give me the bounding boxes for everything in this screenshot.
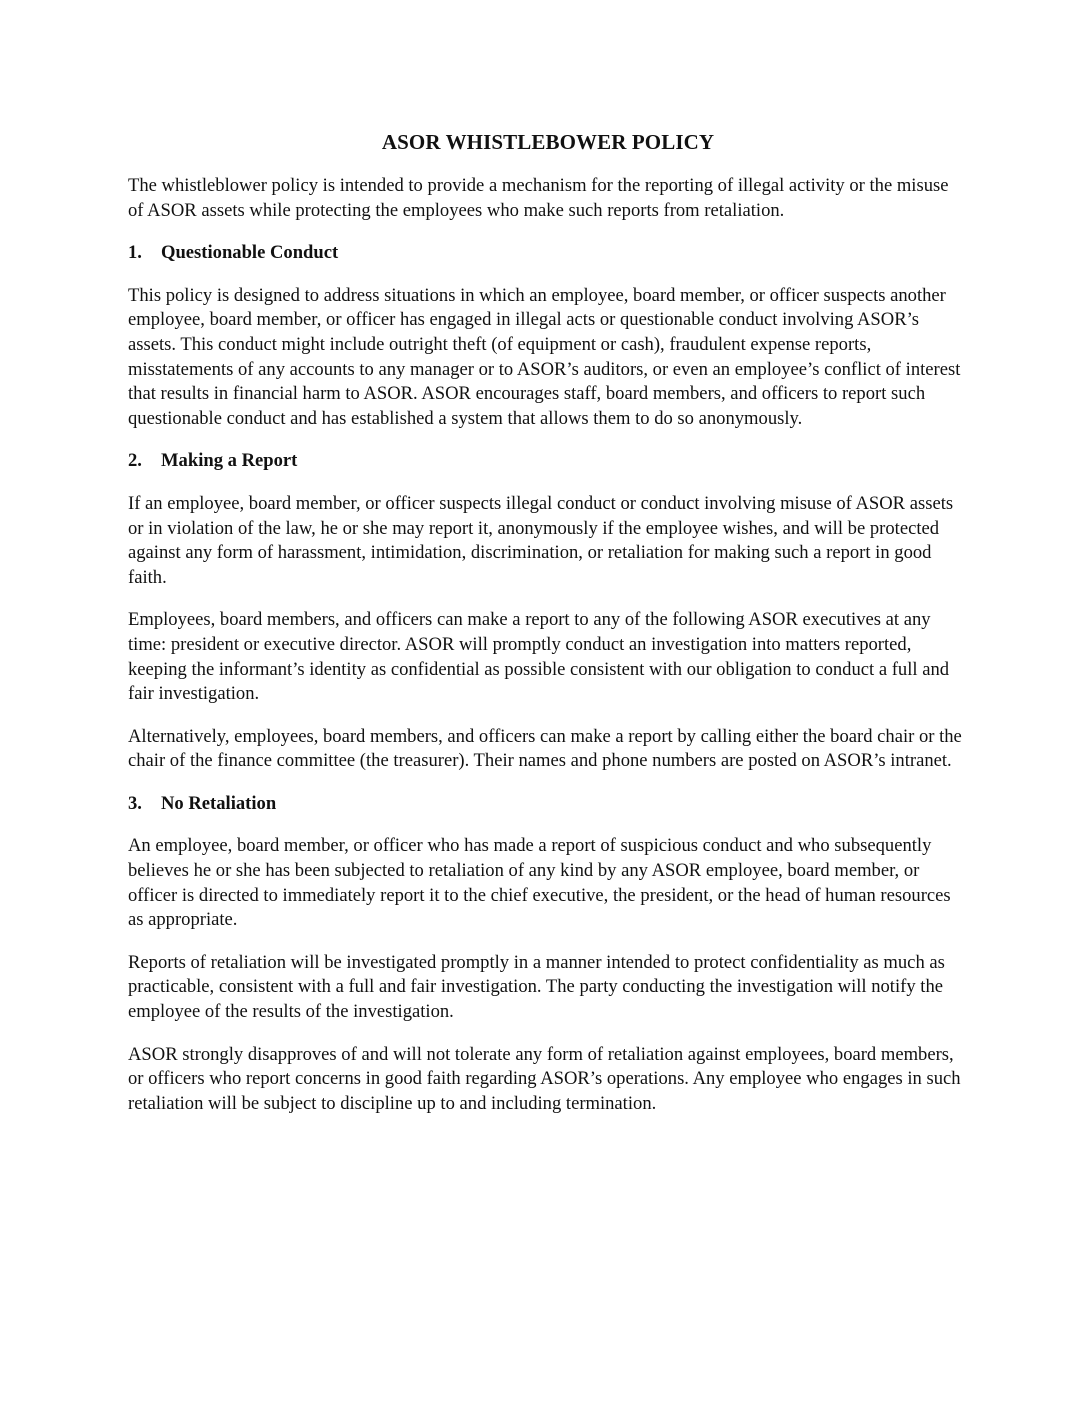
section-title: No Retaliation (161, 792, 277, 814)
paragraph: This policy is designed to address situations in which an employee, board member, or officer suspects another employee, board member, or officer has engaged in illegal acts or questionable conduct involving ASOR’s assets. This conduct might include outright theft (of equipment or cash), fraudulent expense reports, misstatements of any accounts to any manager or to ASOR’s auditors, or even an employee’s conflict of interest that results in financial harm to ASOR. ASOR encourages staff, board members, and officers to report such questionable conduct and has established a system that allows them to do so anonymously. (128, 284, 961, 429)
paragraph: Employees, board members, and officers can make a report to any of the following ASOR executives at any time: president or executive director. ASOR will promptly conduct an investigation into matters reported, keeping the informant’s identity as confidential as possible consistent with our obligation to conduct a full and fair investigation. (128, 609, 950, 705)
document-page (128, 128, 968, 1134)
paragraph: If an employee, board member, or officer suspects illegal conduct or conduct involving misuse of ASOR assets or in violation of the law, he or she may report it, anonymously if the employee wishes, and will be protected against any form of harassment, intimidation, discrimination, or retaliation for making such a report in good faith. (128, 492, 954, 588)
paragraph: Alternatively, employees, board members, and officers can make a report by calling either the board chair or the chair of the finance committee (the treasurer). Their names and phone numbers are posted on ASOR’s intranet. (128, 725, 962, 772)
paragraph: An employee, board member, or officer who has made a report of suspicious conduct and who subsequently believes he or she has been subjected to retaliation of any kind by any ASOR employee, board member, or officer is directed to immediately report it to the chief executive, the president, or the head of human resources as appropriate. (128, 835, 951, 931)
paragraph: Reports of retaliation will be investigated promptly in a manner intended to protect confidentiality as much as practicable, consistent with a full and fair investigation. The party conducting the investigation will notify the employee of the results of the investigation. (128, 951, 945, 1023)
document-title: ASOR WHISTLEBOWER POLICY (381, 130, 715, 154)
section-number: 3. (128, 792, 142, 814)
paragraph: ASOR strongly disapproves of and will not tolerate any form of retaliation against employees, board members, or officers who report concerns in good faith regarding ASOR’s operations. Any employee who engages in such retaliation will be subject to discipline up to and including termination. (128, 1043, 961, 1114)
section-number: 1. (128, 242, 142, 264)
section-title: Making a Report (161, 450, 298, 472)
section-heading-no-retaliation (128, 792, 968, 817)
section-heading-questionable-conduct (128, 241, 968, 266)
intro-paragraph: The whistleblower policy is intended to provide a mechanism for the reporting of illegal activity or the misuse of ASOR assets while protecting the employees who make such reports from retaliation. (128, 175, 949, 221)
section-number: 2. (128, 450, 142, 472)
section-heading-making-a-report (128, 449, 968, 474)
section-title: Questionable Conduct (161, 242, 339, 264)
